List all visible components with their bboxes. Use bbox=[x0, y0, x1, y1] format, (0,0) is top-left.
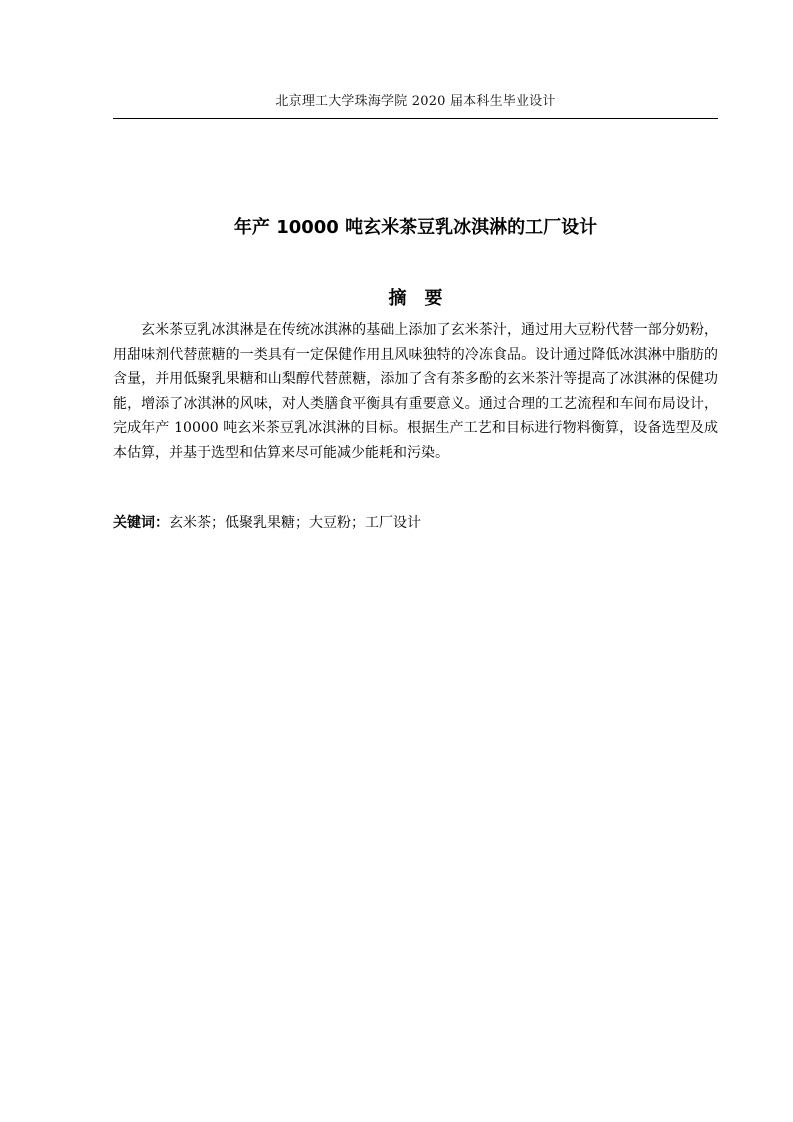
abstract-body: 玄米茶豆乳冰淇淋是在传统冰淇淋的基础上添加了玄米茶汁，通过用大豆粉代替一部分奶粉，用甜味剂代替蔗糖的一类具有一定保健作用且风味独特的冷冻食品。设计通过降低冰淇淋中脂肪的含量，并用低聚乳果糖和山梨醇代替蔗糖，添加了含有茶多酚的玄米茶汁等提高了冰淇淋的保健功能，增添了冰淇淋的风味，对人类膳食平衡具有重要意义。通过合理的工艺流程和车间布局设计，完成年产 10000 吨玄米茶豆乳冰淇淋的目标。根据生产工艺和目标进行物料衡算，设备选型及成本估算，并基于选型和估算来尽可能减少能耗和污染。 bbox=[113, 322, 718, 461]
header-divider bbox=[113, 118, 718, 119]
keywords-label: 关键词： bbox=[113, 515, 169, 531]
thesis-title: 年产 10000 吨玄米茶豆乳冰淇淋的工厂设计 bbox=[233, 217, 598, 238]
abstract-heading: 摘 要 bbox=[388, 288, 443, 309]
keywords-text: 玄米茶；低聚乳果糖；大豆粉；工厂设计 bbox=[169, 515, 421, 531]
keywords-line bbox=[113, 511, 718, 535]
running-header: 北京理工大学珠海学院 2020 届本科生毕业设计 bbox=[275, 94, 556, 109]
